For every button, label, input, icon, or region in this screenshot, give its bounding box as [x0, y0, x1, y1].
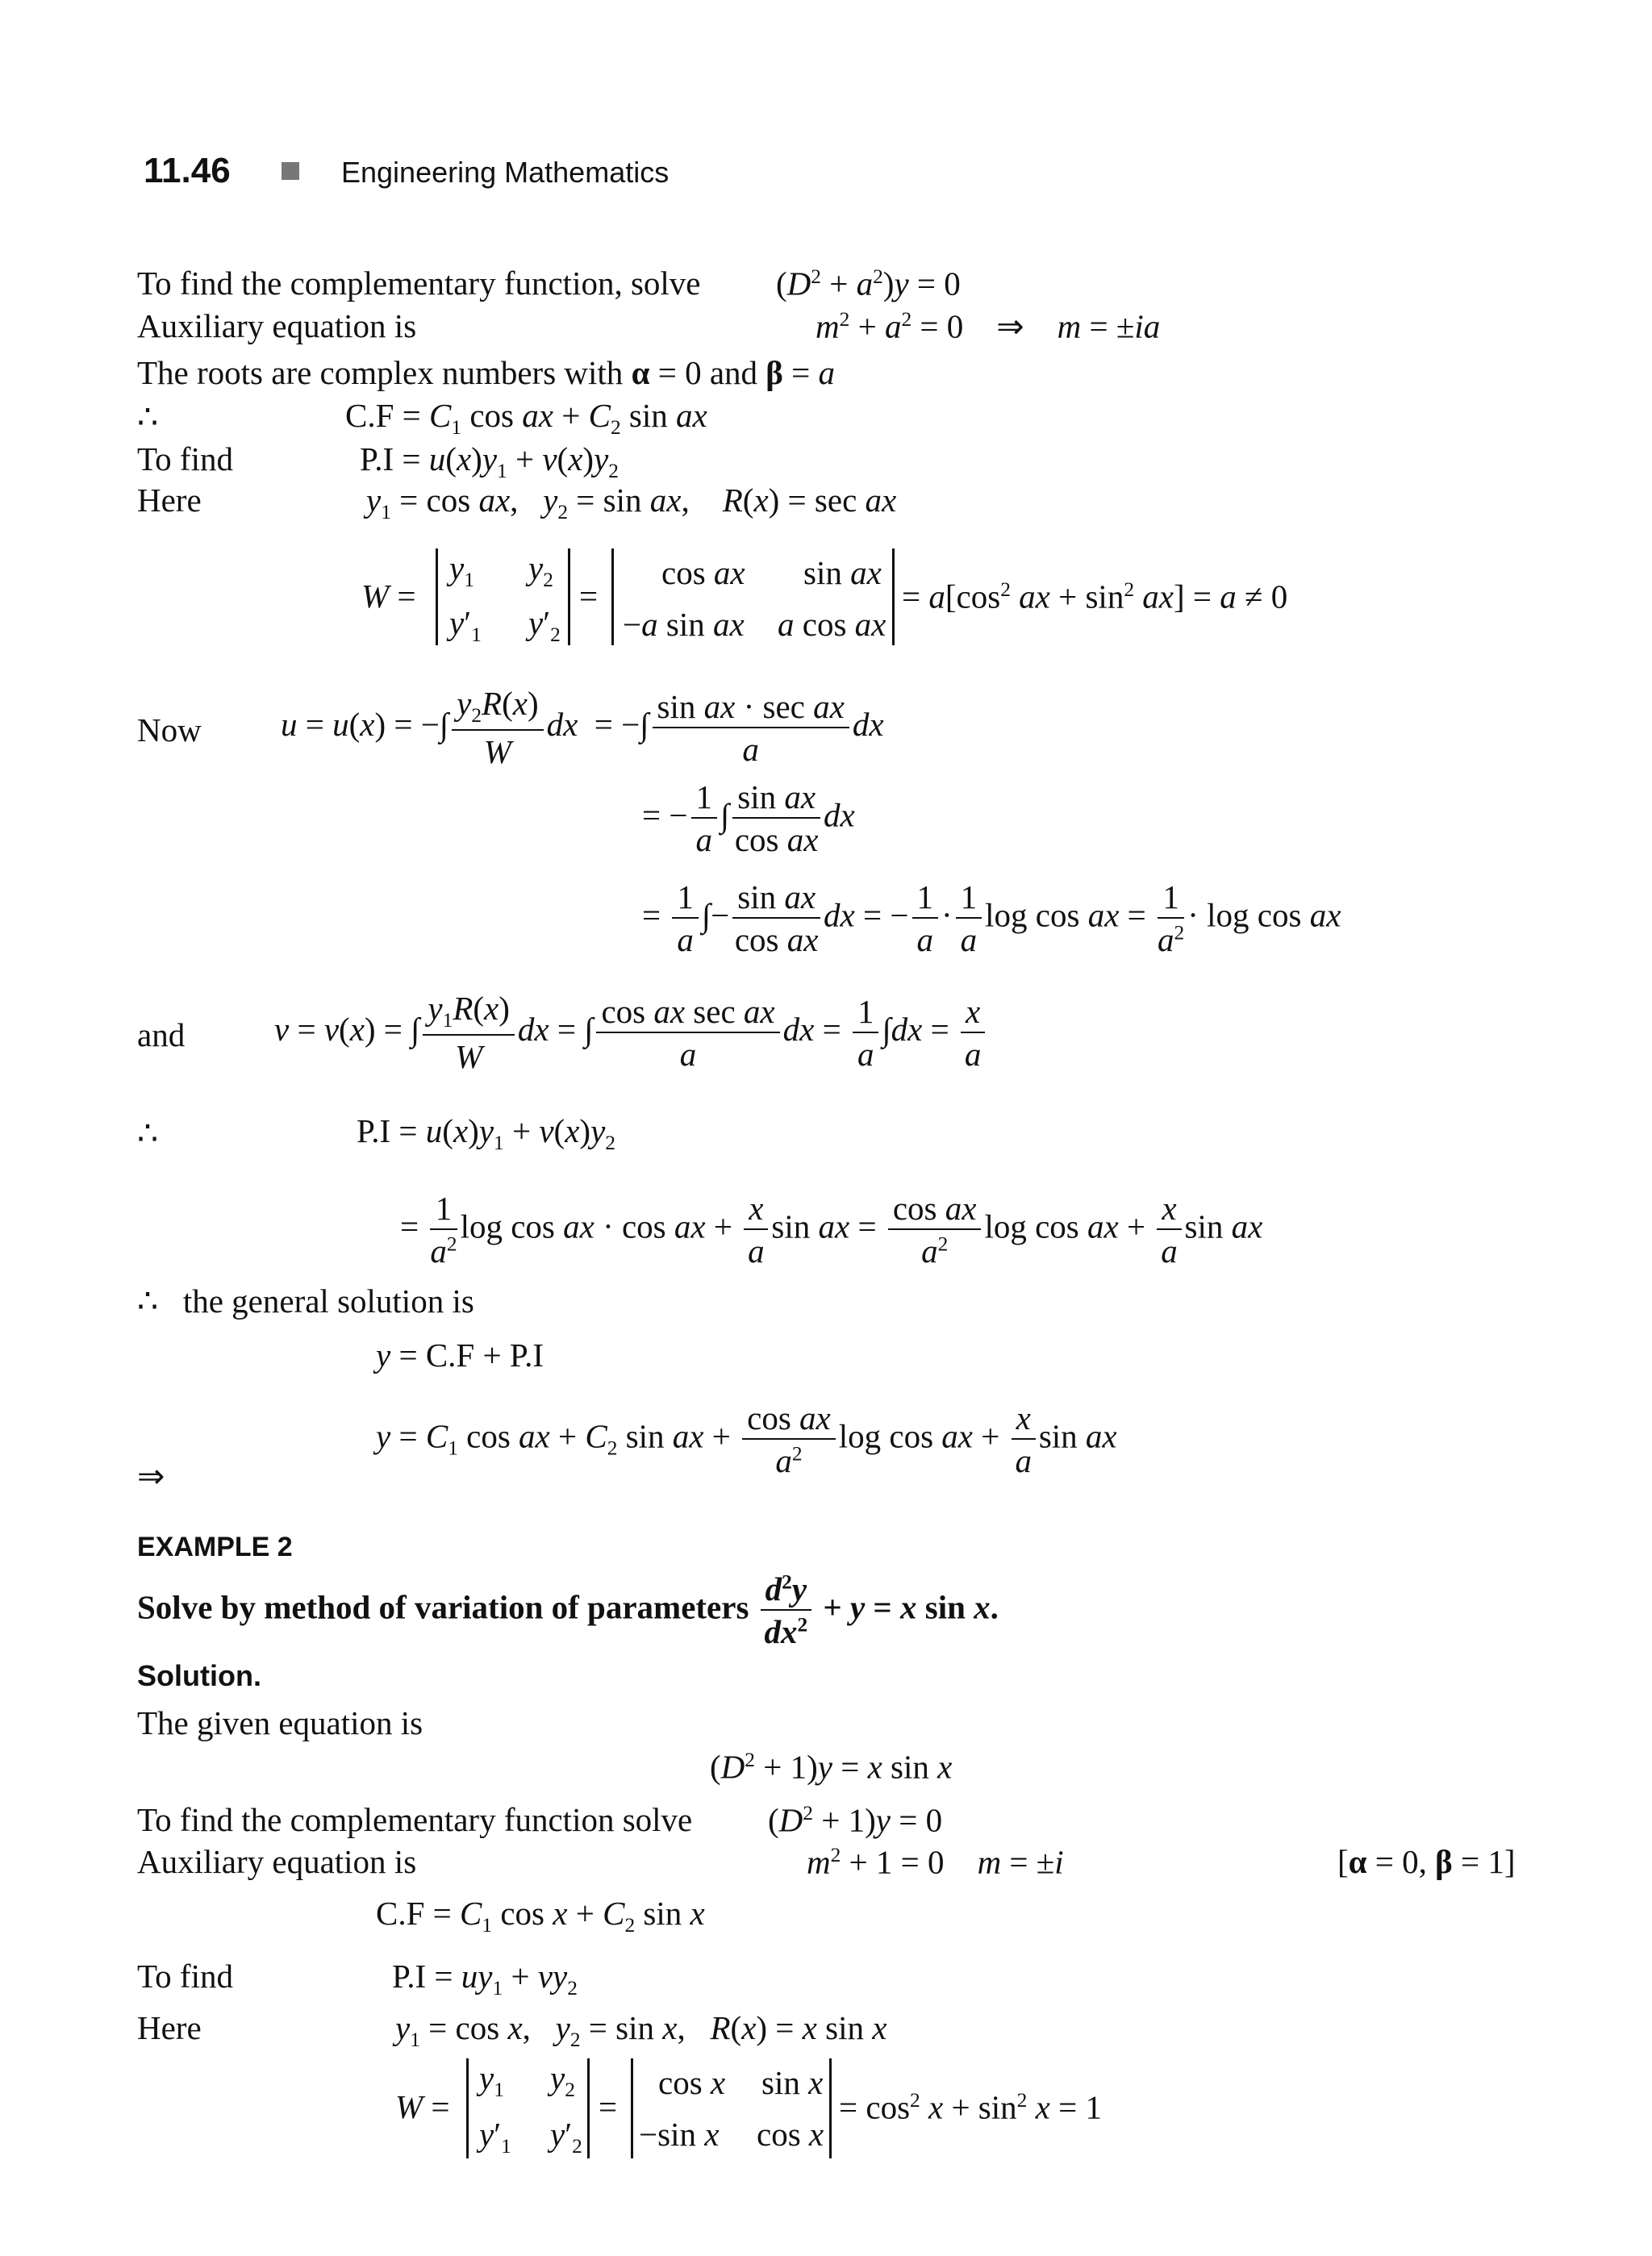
aux-equation: $m^2 + a^2 = 0$ ⇒ m = ±ia [816, 307, 1161, 345]
given-text: The given equation is [137, 1704, 423, 1741]
y1-y2-rx: $y_1 = \cos$ ax, $y_2 = \sin$ ax, R(x) = sec ax [366, 482, 897, 524]
u-equation-line3: = $\frac{1}{a}$ ∫− $\frac{\text{sin ax}}{\text{cos ax}}$ dx = − $\frac{1}{a}$ · $\frac{1}{a}$ log cos ax = $\frac{1}{a^2}$ · log cos ax [642, 878, 1341, 959]
y-cf-pi: y = C.F + P.I [376, 1337, 544, 1374]
book-title: Engineering Mathematics [341, 156, 670, 189]
cf-text: To find the complementary function, solve [137, 265, 701, 302]
example-aux-text: Auxiliary equation is [137, 1843, 417, 1880]
therefore-symbol-2: ∴ [137, 1115, 159, 1152]
cf-solution: $C.F = C_1$ cos ax + $C_2$ sin ax [345, 397, 707, 440]
page-number: 11.46 [144, 151, 231, 190]
implies-symbol: ⇒ [137, 1457, 165, 1495]
example-problem: Solve by method of variation of parameters $\frac{d^2y}{dx^2}$ + y = x sin x. [137, 1570, 999, 1651]
final-solution: $y = C_1$ cos ax + $C_2$ sin ax + $\frac{\text{cos ax}}{a^2}$ log cos ax + $\frac{x}{a}$ sin ax [376, 1399, 1117, 1480]
alpha-beta-note: [α = 0, β = 1] [1337, 1843, 1516, 1880]
given-equation: $(D^2 + 1)y = x$ sin x [710, 1748, 953, 1786]
here-label: Here [137, 482, 202, 519]
example-cf-solution: $C.F = C_1$ $\cos x + C_2$ sin x [376, 1895, 705, 1937]
and-label: and [137, 1016, 186, 1053]
example-y1-y2: $y_1 = \cos x$, $y_2 = \sin x$, R(x) = x sin x [395, 2009, 887, 2052]
v-equation: v = v(x) = ∫ $\frac{y_1R(x)}{W}$ dx = ∫ $\frac{\text{cos ax sec ax}}{a}$ dx = $\frac{1}{a}$ ∫dx = $\frac{x}{a}$ [274, 990, 988, 1075]
u-equation-line2: = − $\frac{1}{a}$ ∫ $\frac{\text{sin ax}}{\text{cos ax}}$ dx [642, 778, 855, 859]
example-aux-equation: $m^2 + 1 = 0$ m = ±i [807, 1843, 1064, 1881]
general-solution-line: ∴ the general solution is [137, 1282, 474, 1320]
solution-label: Solution. [137, 1659, 261, 1692]
header-square-icon [282, 162, 299, 180]
example-cf-text: To find the complementary function solve [137, 1801, 693, 1838]
cf-equation: $(D^2 + a^2)y = 0$ [776, 265, 961, 302]
roots-line: The roots are complex numbers with α = 0 and β = a [137, 354, 836, 391]
pi-definition: $P.I = u(x)y_1 + v(x)y_2$ [360, 440, 619, 483]
example-to-find: To find [137, 1958, 233, 1995]
example-pi: $P.I = uy_1 + vy_2$ [392, 1958, 578, 2000]
example-here: Here [137, 2009, 202, 2046]
therefore-symbol: ∴ [137, 398, 159, 436]
aux-text: Auxiliary equation is [137, 307, 417, 344]
u-equation-line1: u = u(x) = −∫ $\frac{y_2R(x)}{W}$ dx = −∫ $\frac{\text{sin ax · sec ax}}{a}$ dx [281, 685, 884, 771]
to-find-label: To find [137, 440, 233, 477]
example-cf-equation: $(D^2 + 1)y = 0$ [768, 1801, 943, 1839]
pi-line: $P.I = u(x)y_1 + v(x)y_2$ [357, 1112, 615, 1155]
pi-result: = $\frac{1}{a^2}$ log cos ax · cos ax + $\frac{x}{a}$ sin ax = $\frac{\text{cos ax}}{a^2}$ log cos ax + $\frac{x}{a}$ sin ax [400, 1190, 1263, 1270]
example-heading: EXAMPLE 2 [137, 1532, 293, 1562]
now-label: Now [137, 711, 202, 749]
